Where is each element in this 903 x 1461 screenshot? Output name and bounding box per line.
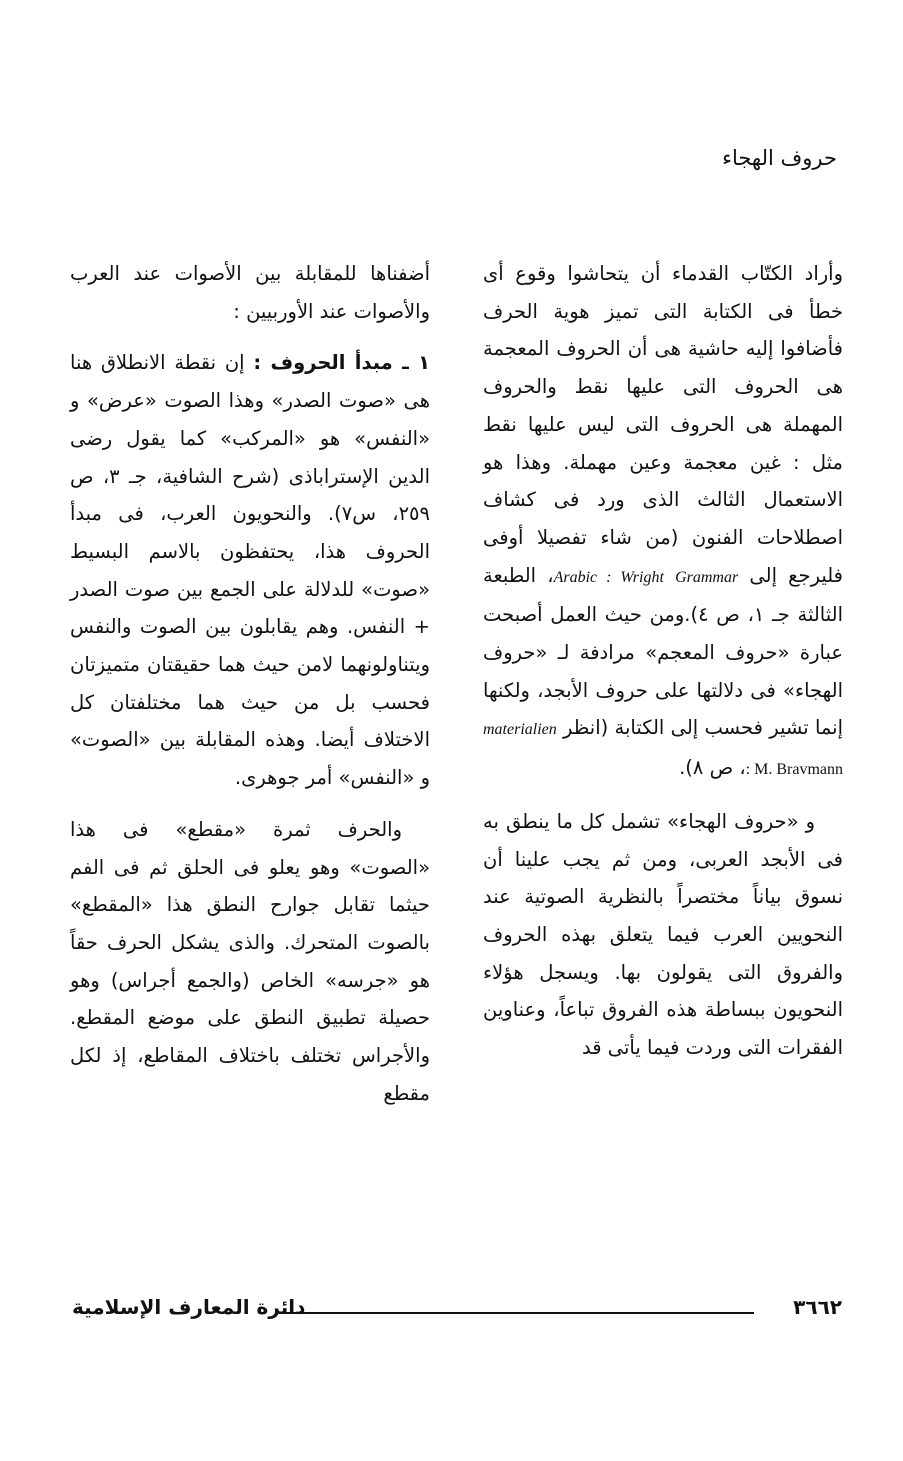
publication-title: دائرة المعارف الإسلامية <box>72 1295 306 1319</box>
citation-arabic-wright: Arabic : Wright <box>553 568 664 586</box>
paragraph-text: إن نقطة الانطلاق هنا هى «صوت الصدر» وهذا الصوت «عرض» و «النفس» هو «المركب» كما يقول رضى الدين الإستراباذى (شرح الشافية، جـ ٣، ص ٢٥٩، س٧). والنحويون العرب، فى مبدأ الحروف هذا، يحتفظون بالاسم البسيط «صوت» للدلالة على الجمع بين صوت الصدر + النفس. وهم يقابلون بين الصوت والنفس ويتناولونهما لامن حيث هما حقيقتان متميزتان فحسب بل من حيث هما مختلفتان كل الاختلاف أيضا. وهذه المقابلة بين «الصوت» و «النفس» أمر جوهرى. <box>70 351 430 790</box>
paragraph: أضفناها للمقابلة بين الأصوات عند العرب والأصوات عند الأوربيين : <box>70 262 430 323</box>
section-heading: ١ ـ مبدأ الحروف : <box>253 351 430 375</box>
paragraph-text: ، ص ٨). <box>679 756 746 780</box>
paragraph: والحرف ثمرة «مقطع» فى هذا «الصوت» وهو يعلو فى الحلق ثم فى الفم حيثما تقابل جوارح النطق هذا «المقطع» بالصوت المتحرك. والذى يشكل الحرف حقاً هو «جرسه» الخاص (والجمع أجراس) وهو حصيلة تطبيق النطق على موضع المقطع. والأجراس تختلف باختلاف المقاطع، إذ لكل مقطع <box>70 817 430 1105</box>
running-head-title: حروف الهجاء <box>722 146 837 170</box>
paragraph: و «حروف الهجاء» تشمل كل ما ينطق به فى الأبجد العربى، ومن ثم يجب علينا أن نسوق بياناً مختصراً بالنظرية الصوتية عند النحويين العرب فيما يتعلق بهذه الحروف والفروق التى يقولون بها. ويسجل هؤلاء النحويون ببساطة هذه الفروق تباعاً، وعناوين الفقرات التى وردت فيما يأتى قد <box>483 809 843 1060</box>
paragraph <box>483 255 843 789</box>
page-footer <box>72 1295 842 1325</box>
citation-grammar: Grammar <box>675 568 739 586</box>
citation-materialien: materialien <box>483 721 557 739</box>
citation-bravmann: : M. Bravmann <box>745 761 843 779</box>
paragraph-text: ، الطبعة الثالثة جـ ١، ص ٤).ومن حيث العمل أصبحت عبارة «حروف المعجم» مرادفة لـ «حروف الهجاء» فى دلالتها على حروف الأبجد، ولكنها إنما تشير فحسب إلى الكتابة (انظر <box>483 563 843 740</box>
paragraph-text: وأراد الكتّاب القدماء أن يتحاشوا وقوع أى خطأ فى الكتابة التى تميز هوية الحرف فأضافوا إليه حاشية هى أن الحروف المعجمة هى الحروف التى عليها نقط والحروف المهملة هى الحروف التى ليس عليها نقط مثل : غين معجمة وعين مهملة. وهذا هو الاستعمال الثالث الذى ورد فى كشاف اصطلاحات الفنون (من شاء تفصيلا أوفى فليرجع إلى <box>483 262 844 587</box>
left-column <box>70 255 430 1126</box>
footer-rule <box>285 1312 754 1314</box>
paragraph <box>70 344 430 796</box>
right-column <box>483 255 843 1081</box>
page-number: ٣٦٦٢ <box>793 1295 842 1319</box>
